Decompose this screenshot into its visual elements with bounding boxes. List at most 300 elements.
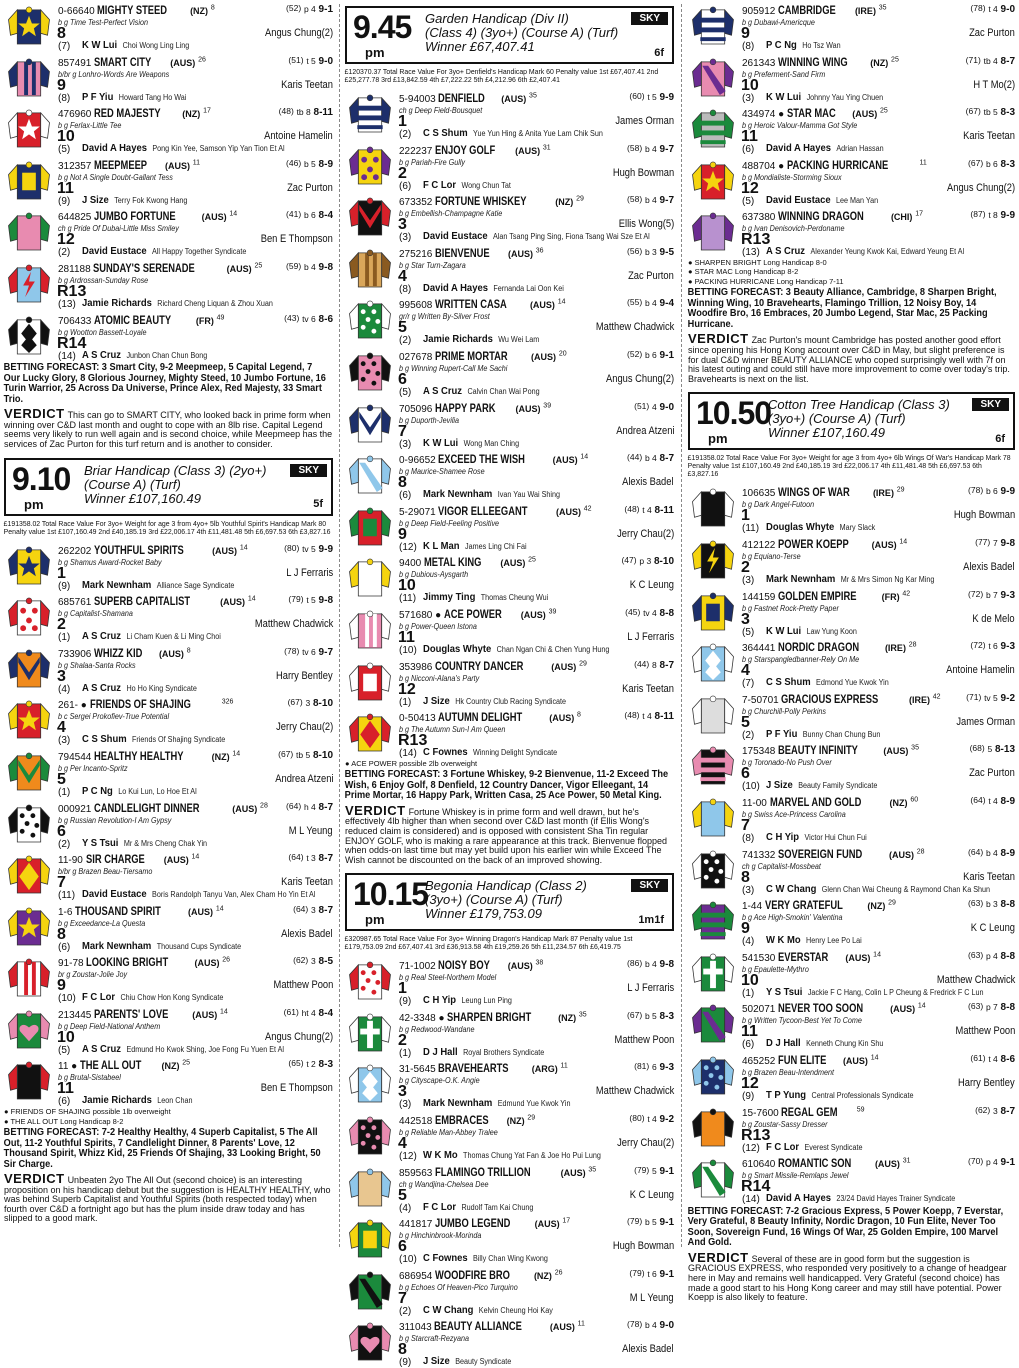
days-since-run: 14: [239, 544, 248, 552]
runner-line-1: [399, 505, 674, 518]
runner-row: [684, 206, 1019, 258]
trainer-owner: [423, 386, 540, 398]
runner-text: [399, 505, 674, 551]
runner-text: [398, 297, 674, 347]
weight-gear: t 4: [988, 1053, 998, 1064]
runner-line-3: [398, 1031, 674, 1049]
runner-line-3: [57, 1080, 333, 1098]
days-since-run: 49: [216, 314, 225, 322]
pedigree: b g Russian Revolution-I Am Gypsy: [58, 815, 172, 825]
horse-name[interactable]: ACE POWER: [443, 606, 502, 621]
horse-name[interactable]: WINGS OF WAR: [778, 485, 850, 500]
horse-name[interactable]: FRIENDS OF SHAJING: [89, 697, 191, 712]
horse-name[interactable]: FUN ELITE: [778, 1052, 827, 1067]
barrier: (13): [742, 247, 760, 259]
saddle-number: 9: [57, 76, 66, 94]
horse-name[interactable]: EVERSTAR: [778, 949, 829, 964]
saddle-number: 6: [57, 822, 66, 840]
trainer-owner: [766, 40, 841, 52]
jockey-name: Angus Chung(2): [946, 181, 1015, 194]
weight: 8-7: [659, 659, 674, 671]
runner-row: [684, 740, 1019, 792]
pedigree: b g Starcraft-Rezyana: [399, 1334, 470, 1344]
horse-name[interactable]: LOOKING BRIGHT: [86, 955, 169, 970]
jockey-name: Harry Bentley: [958, 1076, 1015, 1089]
saddle-number: 7: [57, 874, 66, 892]
rating: (78): [968, 485, 984, 496]
barrier: (13): [58, 298, 76, 310]
jockey-silks-icon: [6, 1061, 52, 1100]
verdict-label: VERDICT: [688, 331, 749, 347]
horse-name[interactable]: ATOMIC BEAUTY: [94, 312, 172, 327]
rating: (58): [627, 142, 643, 153]
weight: 8-11: [654, 504, 674, 516]
jockey-name: L J Ferraris: [627, 630, 674, 643]
jockey-name: Zac Purton: [969, 767, 1015, 780]
pedigree: b g Dark Angel-Futoon: [742, 500, 815, 510]
runner-line-3: [398, 1238, 674, 1256]
horse-name[interactable]: NORDIC DRAGON: [778, 640, 860, 655]
horse-name[interactable]: VERY GRATEFUL: [764, 898, 843, 913]
form-figures: 610640: [742, 1159, 776, 1171]
tv-badge: SKY: [631, 879, 668, 892]
weight-gear: 4: [652, 401, 657, 412]
rating: (60): [629, 91, 645, 101]
horse-name[interactable]: PRIME MORTAR: [435, 348, 508, 363]
form-figures: 11-90: [58, 855, 83, 867]
runner-line-4: [742, 39, 1015, 50]
country: (AUS): [232, 803, 258, 814]
runner-line-4: [58, 630, 333, 644]
runner-text: [399, 144, 674, 190]
form-figures: 794544: [58, 751, 92, 763]
trainer-owner: [766, 1142, 863, 1154]
barrier: (9): [742, 1090, 755, 1102]
trainer-owner: [82, 992, 223, 1004]
horse-name[interactable]: GRACIOUS EXPRESS: [781, 691, 879, 706]
tv-badge: SKY: [290, 464, 327, 477]
runner-line-4: [58, 39, 333, 50]
horse-name[interactable]: YOUTHFUL SPIRITS: [94, 542, 184, 557]
horse-name[interactable]: WINNING DRAGON: [778, 209, 864, 224]
trainer-owner: [82, 246, 246, 258]
runner-line-3: [741, 765, 1015, 783]
horse-name[interactable]: EMBRACES: [435, 1113, 489, 1128]
horse-name[interactable]: HAPPY PARK: [435, 400, 496, 415]
trainer-owner: [423, 438, 519, 450]
rating-weight: [970, 1054, 1015, 1065]
barrier: (2): [399, 1305, 412, 1317]
runner-line-1: [742, 641, 1015, 654]
runner-row: [341, 656, 678, 708]
horse-name[interactable]: SIR CHARGE: [85, 852, 145, 867]
race-title: Begonia Handicap (Class 2): [425, 878, 587, 894]
form-figures: 0-50413: [399, 713, 436, 725]
form-figures: 15-7600: [742, 1107, 779, 1119]
weight-gear: p 3: [639, 556, 652, 567]
runner-line-3: [398, 422, 674, 440]
rating: (47): [621, 555, 637, 566]
horse-name[interactable]: REGAL GEM: [781, 1104, 838, 1119]
horse-name[interactable]: ROMANTIC SON: [778, 1156, 852, 1171]
runner-line-4: [399, 695, 674, 706]
runner-list-2: [684, 482, 1019, 1204]
jockey-silks-icon: [6, 649, 52, 688]
race-distance: 5f: [313, 498, 323, 511]
horse-name[interactable]: JUMBO FORTUNE: [94, 209, 176, 224]
trainer: D J Hall: [766, 1037, 801, 1050]
rating: (64): [288, 852, 304, 863]
rating: (81): [634, 1061, 650, 1072]
runner-line-3: [741, 25, 1015, 42]
jockey-name: Jerry Chau(2): [275, 721, 333, 734]
trainer-owner: [423, 1047, 544, 1059]
horse-name[interactable]: PARENTS' LOVE: [94, 1006, 169, 1021]
rating: (51): [634, 400, 650, 411]
saddle-number: 6: [398, 370, 407, 388]
owner: Adrian Hassan: [836, 144, 884, 154]
barrier: (3): [742, 575, 755, 587]
owner: Hk Country Club Racing Syndicate: [455, 696, 567, 706]
runner-line-3: [398, 732, 674, 750]
jockey-name: Karis Teetan: [622, 682, 674, 695]
runner-line-3: [741, 713, 1015, 731]
pedigree: b/br g Lonhro-Words Are Weapons: [58, 69, 170, 79]
horse-name[interactable]: BEAUTY INFINITY: [778, 743, 859, 758]
horse-name[interactable]: VIGOR ELLEEGANT: [438, 503, 528, 518]
runner-row: [341, 243, 678, 295]
horse-name[interactable]: GOLDEN EMPIRE: [778, 588, 857, 603]
horse-name[interactable]: BIENVENUE: [435, 245, 490, 260]
runner-line-3: [57, 925, 333, 943]
form-figures: 9400: [399, 558, 422, 570]
race-time: 9.10: [12, 460, 71, 497]
owner: Johnny Yau Ying Chuen: [806, 92, 884, 102]
runner-line-4: [399, 591, 674, 605]
horse-name[interactable]: POWER KOEPP: [778, 537, 849, 552]
owner: Lee Man Yan: [836, 195, 879, 205]
owner: Billy Chan Wing Kwong: [473, 1254, 548, 1264]
runner-line-3: [398, 680, 674, 698]
horse-name[interactable]: FORTUNE WHISKEY: [435, 194, 527, 209]
days-since-run: 326: [221, 698, 234, 706]
owner: Li Cham Kuen & Li Ming Choi: [126, 632, 221, 642]
weight-gear: t 5: [306, 595, 316, 606]
horse-name[interactable]: THE ALL OUT: [80, 1058, 142, 1073]
horse-name[interactable]: AUTUMN DELIGHT: [438, 710, 523, 725]
rating-weight: [284, 647, 333, 658]
owner: Alan Tsang Ping Sing, Fiona Tsang Wai Sze Et Al: [493, 232, 650, 242]
rating: (79): [634, 1164, 650, 1175]
jockey-silks-icon: [690, 850, 736, 889]
rating: (79): [288, 594, 304, 605]
horse-name[interactable]: SOVEREIGN FUND: [778, 846, 863, 861]
trainer: C W Chang: [766, 882, 817, 895]
days-since-run: 14: [191, 853, 200, 861]
rating: (55): [627, 297, 643, 308]
runner-line-1: [58, 159, 333, 172]
country: (AUS): [560, 1167, 586, 1178]
country: (AUS): [163, 855, 189, 866]
jockey-silks-icon: [6, 855, 52, 894]
horse-name[interactable]: BRAVEHEARTS: [438, 1061, 510, 1076]
pedigree: b g Churchill-Polly Perkins: [742, 706, 827, 716]
horse-name[interactable]: FLAMINGO TRILLION: [435, 1164, 531, 1179]
weight-gear: tv 4: [643, 607, 657, 618]
trainer: Y S Tsui: [766, 985, 803, 998]
runner-row: [684, 947, 1019, 999]
form-figures: 0-66640: [58, 6, 95, 17]
jockey-silks-icon: [347, 1168, 393, 1207]
trainer-owner: [766, 195, 878, 207]
horse-name[interactable]: WRITTEN CASA: [435, 297, 507, 312]
saddle-number: 5: [398, 1186, 407, 1204]
saddle-number: 2: [57, 616, 66, 634]
runner-line-1: [399, 247, 674, 260]
rating: (63): [968, 949, 984, 960]
horse-name[interactable]: SUPERB CAPITALIST: [94, 594, 191, 609]
horse-name[interactable]: WHIZZ KID: [94, 645, 143, 660]
prize-line: £320987.65 Total Race Value For 3yo+ Winning Dragon's Handicap Mark 87 Penalty value 1st £179,753.09 2nd £67,407.41 3rd £36,913.58 4th £19,259.26 5th £11,234.57 6th £6,419.75: [344, 934, 633, 952]
owner: Leon Chan: [157, 1096, 193, 1106]
pedigree: b g Exceedance-La Questa: [58, 918, 146, 928]
country: (AUS): [507, 961, 533, 972]
pedigree: gr/r g Written By-Silver Frost: [399, 312, 490, 322]
dot-icon: ●: [80, 700, 87, 712]
rating-weight: [284, 314, 333, 325]
country: (IRE): [884, 643, 906, 654]
runner-text: [398, 1061, 674, 1111]
runner-line-1: [399, 350, 674, 363]
pedigree: b g Echoes Of Heaven-Pico Turquino: [399, 1282, 518, 1292]
horse-name[interactable]: PACKING HURRICANE: [786, 157, 889, 172]
days-since-run: 38: [535, 959, 544, 967]
trainer-owner: [766, 522, 875, 534]
horse-name[interactable]: MIGHTY STEED: [97, 3, 168, 17]
rating: (70): [968, 1156, 984, 1167]
race-winner: Winner £107,160.49: [84, 490, 201, 506]
runner-text: [742, 4, 1015, 50]
saddle-number: 3: [741, 610, 750, 628]
note: ● FRIENDS OF SHAJING possible 1lb overweight: [4, 1107, 171, 1117]
race-distance: 6f: [654, 46, 664, 59]
trainer-owner: [423, 1253, 548, 1265]
horse-name[interactable]: NEVER TOO SOON: [778, 1001, 864, 1016]
barrier: (9): [58, 195, 71, 207]
rating: (62): [975, 1104, 991, 1115]
rating-weight: [627, 1217, 674, 1228]
country: (AUS): [201, 212, 227, 223]
horse-name[interactable]: RED MAJESTY: [94, 106, 161, 121]
rating-weight: [970, 796, 1015, 807]
rating-weight: [288, 698, 333, 709]
runner-text: [742, 1106, 1015, 1152]
saddle-number: 6: [398, 1238, 407, 1256]
trainer: David A Hayes: [82, 142, 147, 155]
owner: Ho Tsz Wan: [802, 41, 841, 50]
weight: 8-10: [312, 698, 333, 710]
jockey-name: Antoine Hamelin: [264, 130, 333, 143]
note: ● ACE POWER possible 2lb overweight: [345, 758, 478, 768]
days-since-run: 39: [543, 402, 552, 410]
trainer: David Eustace: [82, 888, 147, 901]
pedigree: b g Ivan Denisovich-Perdoname: [742, 224, 845, 234]
saddle-number: 8: [398, 474, 407, 492]
saddle-number: 7: [398, 422, 407, 440]
weight: 9-9: [318, 543, 333, 555]
weight-gear: t 2: [306, 1059, 316, 1070]
weight-gear: tv 5: [984, 692, 998, 703]
days-since-run: 14: [215, 905, 224, 913]
horse-name[interactable]: DENFIELD: [438, 91, 486, 105]
jockey-name: Angus Chung(2): [264, 27, 333, 39]
weight: 8-4: [318, 210, 333, 222]
form-figures: 857491: [58, 57, 92, 69]
owner: Richard Cheng Liquan & Zhou Xuan: [157, 298, 273, 308]
weight-gear: 3: [311, 956, 316, 967]
days-since-run: 31: [902, 1157, 911, 1165]
rating: (44): [627, 452, 643, 463]
rating-weight: [968, 899, 1015, 910]
runner-row: [0, 1004, 337, 1056]
jockey-silks-icon: [6, 316, 52, 355]
country: (AUS): [192, 1009, 218, 1020]
pedigree: br g Zoustar-Jolie Joy: [58, 970, 128, 980]
horse-name[interactable]: THOUSAND SPIRIT: [75, 903, 162, 918]
jockey-name: Hugh Bowman: [612, 1240, 674, 1253]
runner-row: [684, 586, 1019, 638]
runner-text: [742, 693, 1015, 739]
horse-name[interactable]: BEAUTY ALLIANCE: [434, 1319, 523, 1334]
runner-line-1: [58, 802, 333, 815]
trainer-owner: [82, 631, 221, 643]
horse-name[interactable]: SUNDAY'S SERENADE: [93, 260, 196, 275]
horse-name[interactable]: EXCEED THE WISH: [438, 452, 526, 467]
trainer-owner: [82, 734, 225, 746]
horse-name[interactable]: MARVEL AND GOLD: [769, 795, 861, 809]
runner-line-3: [398, 164, 674, 182]
horse-name[interactable]: METAL KING: [424, 555, 482, 570]
runner-text: [398, 555, 674, 605]
jockey-name: Ellis Wong(5): [618, 218, 674, 231]
rating-weight: [966, 56, 1015, 67]
trainer: J Size: [423, 694, 450, 707]
horse-name[interactable]: SMART CITY: [94, 54, 152, 69]
trainer-owner: [423, 696, 566, 708]
horse-name[interactable]: NOISY BOY: [438, 958, 491, 973]
horse-name[interactable]: MEEPMEEP: [94, 157, 148, 172]
runner-line-4: [742, 194, 1015, 205]
rating-weight: [284, 544, 333, 555]
saddle-number: 10: [57, 128, 75, 146]
jockey-silks-icon: [690, 643, 736, 682]
dot-icon: ●: [435, 609, 442, 621]
runner-text: [399, 1011, 674, 1057]
rating: (41): [286, 209, 302, 220]
barrier: (11): [399, 593, 417, 605]
country: (AUS): [555, 506, 581, 517]
horse-name[interactable]: WOODFIRE BRO: [435, 1267, 511, 1282]
runner-line-3: [398, 1083, 674, 1101]
jockey-name: Karis Teetan: [281, 876, 333, 889]
jockey-silks-icon: [6, 6, 52, 45]
days-since-run: 14: [870, 1054, 879, 1062]
owner: James Ling Chi Fai: [464, 541, 527, 551]
runner-line-4: [399, 1252, 674, 1266]
horse-name[interactable]: CANDLELIGHT DINNER: [94, 800, 200, 815]
runner-line-4: [399, 230, 674, 244]
trainer-owner: [423, 334, 539, 346]
verdict: [341, 804, 678, 868]
verdict: [684, 332, 1019, 386]
form-figures: 275216: [399, 248, 433, 260]
verdict-2: [684, 1251, 1019, 1305]
runner-line-1: [742, 693, 1015, 706]
jockey-silks-icon: [690, 901, 736, 940]
rating-weight: [627, 298, 674, 309]
runner-line-4: [399, 540, 674, 551]
saddle-number: 11: [741, 128, 758, 146]
owner: Chan Ngan Chi & Chen Yung Hung: [496, 644, 610, 654]
horse-name[interactable]: ENJOY GOLF: [435, 142, 496, 157]
jockey-silks-icon: [6, 1010, 52, 1049]
runner-text: [399, 608, 674, 654]
jockey-name: Matthew Chadwick: [936, 973, 1015, 986]
horse-name[interactable]: SHARPEN BRIGHT: [447, 1009, 532, 1024]
runner-line-1: [58, 56, 333, 69]
weight-gear: b 4: [303, 261, 316, 272]
jockey-name: Ben E Thompson: [260, 233, 333, 246]
runner-row: [341, 1316, 678, 1368]
column-left: [0, 0, 337, 1251]
runner-text: [58, 314, 333, 360]
horse-name[interactable]: COUNTRY DANCER: [435, 658, 524, 673]
barrier: (11): [58, 890, 76, 902]
jockey-name: Matthew Poon: [955, 1025, 1015, 1038]
weight-gear: 5: [987, 744, 993, 755]
trainer: F C Lor: [423, 178, 457, 191]
days-since-run: 35: [529, 92, 537, 100]
trainer: C Fownes: [423, 1252, 468, 1265]
horse-name[interactable]: HEALTHY HEALTHY: [94, 748, 184, 763]
trainer-owner: [766, 677, 889, 689]
race-course: (3yo+) (Course A) (Turf): [425, 892, 563, 908]
horse-name[interactable]: STAR MAC: [786, 106, 836, 121]
runner-line-1: [399, 660, 674, 673]
runner-line-4: [58, 1094, 333, 1108]
rating-weight: [624, 711, 674, 722]
horse-name[interactable]: CAMBRIDGE: [778, 3, 836, 17]
rating: (67): [627, 1009, 643, 1020]
runner-line-4: [399, 179, 674, 190]
pedigree: b g Not A Single Doubt-Gallant Tess: [58, 172, 173, 182]
horse-name[interactable]: JUMBO LEGEND: [435, 1216, 511, 1231]
horse-name[interactable]: WINNING WING: [778, 54, 848, 69]
rating: (61): [283, 1006, 299, 1017]
runner-line-4: [58, 245, 333, 259]
owner: Terry Fok Kwong Hang: [114, 195, 188, 205]
form-figures: 673352: [399, 197, 433, 209]
rating-weight: [293, 905, 333, 916]
form-figures: 1-6: [58, 906, 73, 918]
runner-row: [341, 707, 678, 759]
runner-line-4: [399, 333, 674, 347]
pedigree: b g Hinchinbrook-Morinda: [399, 1231, 482, 1241]
runner-line-1: [58, 262, 333, 275]
runner-text: [741, 640, 1015, 690]
runner-line-3: [398, 1341, 674, 1359]
runner-line-4: [58, 888, 333, 902]
